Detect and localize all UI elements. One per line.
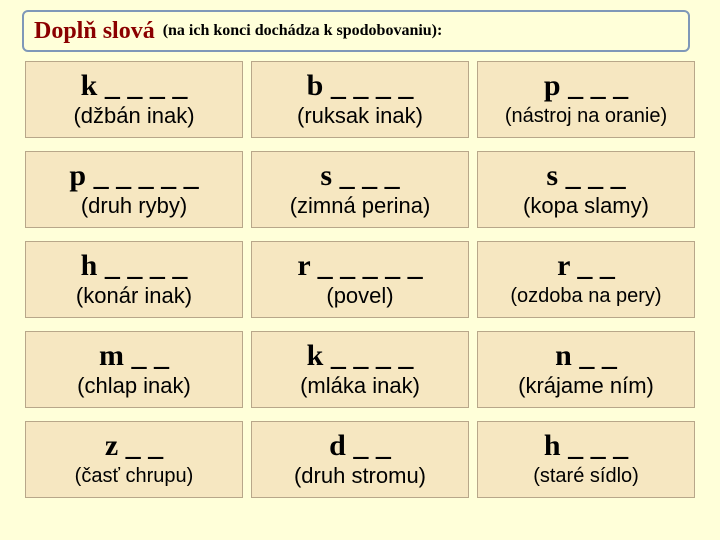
word-cell <box>477 331 695 408</box>
word-hint: (ozdoba na pery) <box>510 284 662 307</box>
word-cell <box>25 421 243 498</box>
word-cell <box>251 61 469 138</box>
word-cell <box>477 241 695 318</box>
word-hint: (staré sídlo) <box>533 464 639 487</box>
word-cell <box>25 61 243 138</box>
word-cell <box>251 241 469 318</box>
word-hint: (druh stromu) <box>293 462 427 488</box>
word-blank: p _ _ _ <box>543 68 629 102</box>
word-cell <box>251 151 469 228</box>
word-cell <box>25 331 243 408</box>
word-blank: p _ _ _ _ _ <box>69 158 199 192</box>
word-blank: d _ _ <box>329 428 391 462</box>
word-cell <box>251 331 469 408</box>
word-blank: h _ _ _ _ <box>80 248 188 282</box>
word-blank: n _ _ <box>555 338 617 372</box>
word-blank: s _ _ _ <box>546 158 626 192</box>
word-blank: r _ _ <box>557 248 615 282</box>
word-hint: (časť chrupu) <box>74 464 194 487</box>
word-blank: r _ _ _ _ _ <box>297 248 423 282</box>
word-cell <box>25 151 243 228</box>
word-cell <box>477 61 695 138</box>
word-blank: m _ _ <box>99 338 169 372</box>
word-hint: (kopa slamy) <box>523 192 649 218</box>
word-blank: k _ _ _ _ <box>80 68 188 102</box>
word-hint: (ruksak inak) <box>297 102 423 128</box>
word-hint: (nástroj na oranie) <box>504 104 668 127</box>
word-cell <box>251 421 469 498</box>
word-blank: h _ _ _ <box>543 428 629 462</box>
word-grid <box>25 61 695 498</box>
page-subtitle: (na ich konci dochádza k spodobovaniu): <box>162 22 443 39</box>
word-hint: (povel) <box>326 282 394 308</box>
word-blank: s _ _ _ <box>320 158 400 192</box>
word-blank: k _ _ _ _ <box>306 338 414 372</box>
word-hint: (zimná perina) <box>289 192 431 218</box>
word-cell <box>477 421 695 498</box>
word-hint: (konár inak) <box>75 282 193 308</box>
word-hint: (mláka inak) <box>300 372 420 398</box>
title-box <box>22 10 690 52</box>
word-blank: z _ _ <box>104 428 164 462</box>
word-hint: (džbán inak) <box>73 102 195 128</box>
word-cell <box>477 151 695 228</box>
word-hint: (chlap inak) <box>77 372 191 398</box>
word-hint: (druh ryby) <box>80 192 188 218</box>
word-blank: b _ _ _ _ <box>306 68 414 102</box>
word-hint: (krájame ním) <box>518 372 654 398</box>
word-cell <box>25 241 243 318</box>
page-title: Doplň slová <box>34 17 155 44</box>
